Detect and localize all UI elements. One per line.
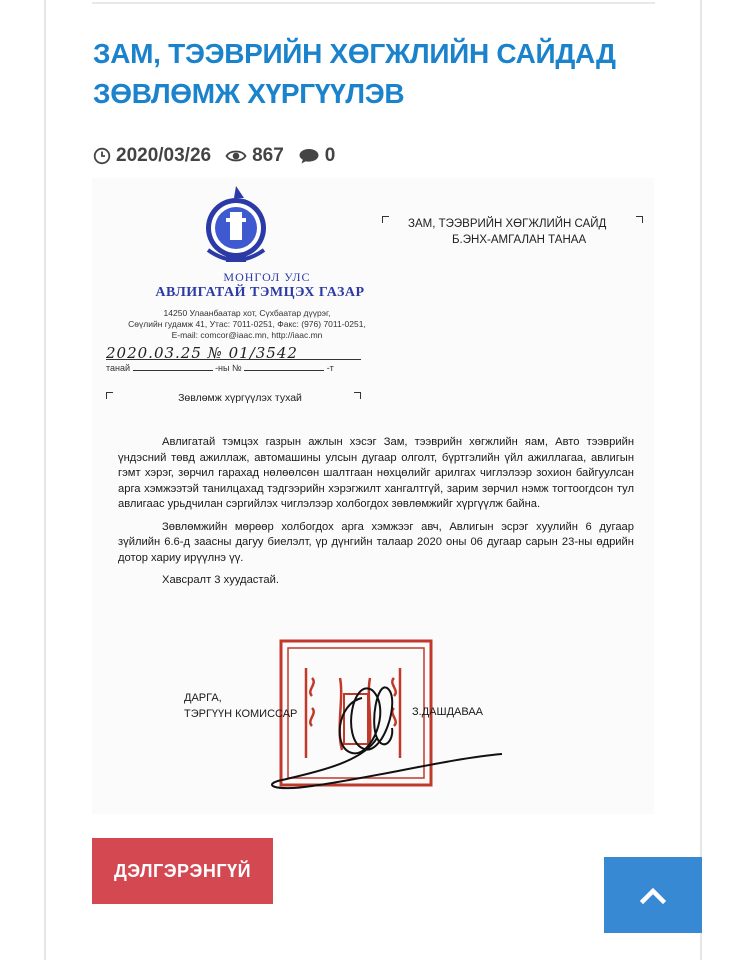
date-text: 2020/03/26 [116, 145, 212, 166]
signatory-title [184, 690, 297, 722]
document-subject: Зөвлөмж хүргүүлэх тухай [178, 392, 302, 404]
org-address-line-1: 14250 Улаанбаатар хот, Сүхбаатар дүүрэг, [163, 308, 331, 318]
clock-icon [93, 147, 111, 165]
handwritten-reference: 2020.03.25 № 01/3542 [106, 344, 298, 362]
date-meta [93, 145, 211, 167]
reference-underline [106, 359, 361, 360]
signatory-title-line-1: ДАРГА, [184, 692, 222, 704]
document-paragraph-2: Зөвлөмжийн мөрөөр холбогдох арга хэмжээг авч, Авлигын эсрэг хуулийн 6 дугаар зүйлийн 6.6-д заасны дагуу биелэлт, үр дүнгийн талаар 2020 оны 06 дугаар сарын 23-ны өдрийн дотор хариу ирүүлнэ үү. [118, 520, 634, 564]
recipient-corner-left [382, 216, 389, 223]
ref-label-1: танай [106, 363, 131, 373]
document-body [118, 435, 634, 596]
eye-icon [225, 148, 247, 164]
document-paragraph-3: Хавсралт 3 хуудастай. [162, 574, 279, 586]
document-paragraph-1: Авлигатай тэмцэх газрын ажлын хэсэг Зам, тээврийн хөгжлийн яам, Авто тээврийн үндэсний төвд ажиллаж, автомашины улсын дугаар олголт, бүртгэлийн үйл ажиллагаа, авлигын гэмт хэрэг, зөрчил гарахад нөлөөлсөн шалтгаан нөхцөлийг арилгах чиглэлээр зохион байгуулсан арга хэмжээтэй танилцахад тэдгээрийн хэрэгжилт хангалтгүй, зарим зөрчил нэмж тогтоогдсон тул авлигаас урьдчилан сэргийлэх чиглэлээр холбогдох зөвлөмжийг хүргүүлж байна. [118, 436, 634, 510]
content-frame-right-border [700, 0, 702, 960]
signatory-title-line-2: ТЭРГҮҮН КОМИССАР [184, 708, 298, 720]
recipient-corner-right [636, 216, 643, 223]
top-divider [92, 2, 655, 4]
subject-corner-right [354, 392, 361, 399]
comments-meta[interactable] [298, 145, 336, 167]
document-image[interactable] [92, 178, 654, 814]
ref-label-3: -т [326, 363, 334, 373]
read-more-button[interactable]: ДЭЛГЭРЭНГҮЙ [92, 838, 273, 904]
content-frame-left-border [44, 0, 46, 960]
org-country: МОНГОЛ УЛС [223, 270, 311, 284]
article-meta [93, 144, 349, 168]
org-address-line-3: E-mail: comcor@iaac.mn, http://iaac.mn [171, 330, 323, 340]
signatory-name: З.ДАШДАВАА [412, 706, 484, 718]
comments-count: 0 [324, 145, 336, 166]
subject-corner-left [106, 392, 113, 399]
chevron-up-icon [640, 886, 666, 904]
reference-row [106, 363, 334, 373]
org-name: АВЛИГАТАЙ ТЭМЦЭХ ГАЗАР [155, 285, 365, 300]
signature-icon [252, 668, 512, 798]
article-title-line-1[interactable]: ЗАМ, ТЭЭВРИЙН ХӨГЖЛИЙН САЙДАД [93, 38, 616, 69]
comment-icon [298, 147, 320, 165]
ref-label-2: -ны № [215, 363, 242, 373]
recipient-line-1: ЗАМ, ТЭЭВРИЙН ХӨГЖЛИЙН САЙД [408, 218, 607, 230]
article-title-line-2[interactable]: ЗӨВЛӨМЖ ХҮРГҮҮЛЭВ [93, 78, 405, 109]
state-emblem-icon [196, 184, 276, 270]
article-title[interactable] [93, 34, 653, 114]
reference-number [106, 344, 361, 374]
org-address [102, 308, 392, 341]
org-address-line-2: Сөүлийн гудамж 41, Утас: 7011-0251, Факс: (976) 7011-0251, [128, 319, 366, 329]
scroll-to-top-button[interactable] [604, 857, 702, 933]
views-meta [225, 145, 284, 167]
views-count: 867 [252, 145, 284, 166]
recipient-line-2: Б.ЭНХ-АМГАЛАН ТАНАА [452, 234, 587, 246]
